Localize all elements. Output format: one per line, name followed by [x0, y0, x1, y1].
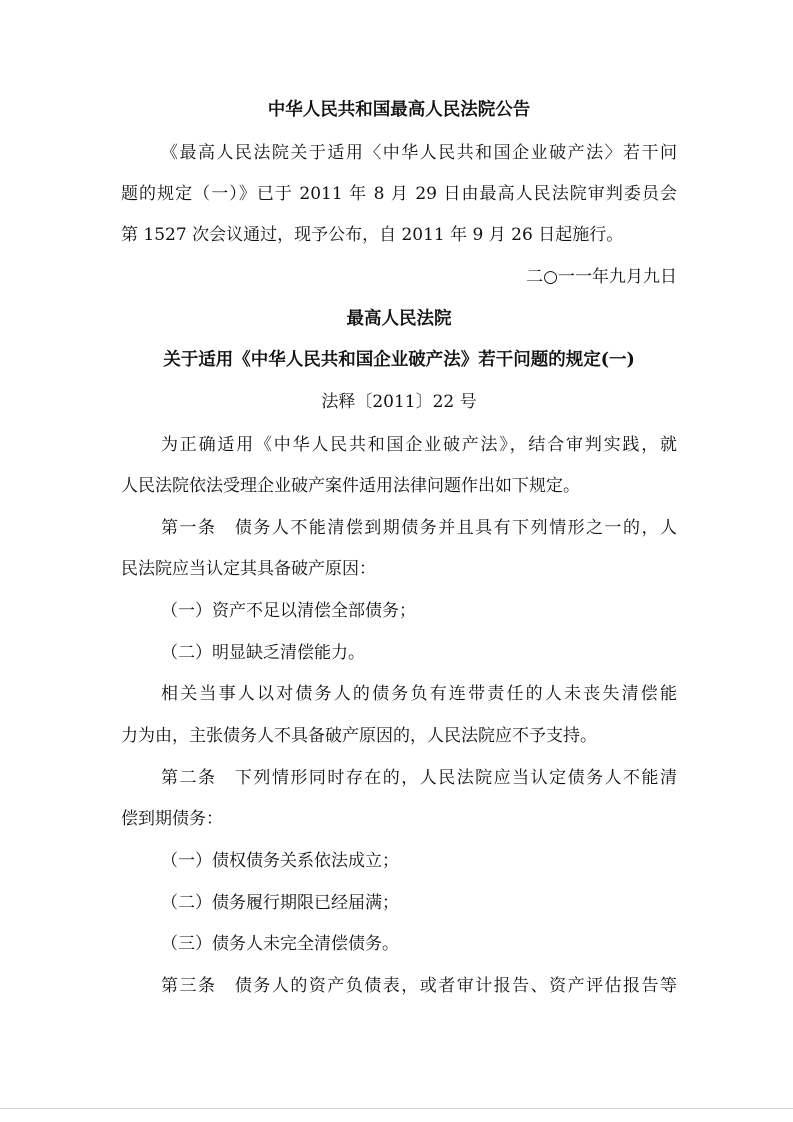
page-bottom-divider: [0, 1108, 793, 1109]
notice-date: 二○一一年九月九日: [526, 267, 677, 287]
article1-item-1: （一）资产不足以清偿全部债务；: [161, 601, 416, 621]
article1-para2-line-1: 相关当事人以对债务人的债务负有连带责任的人未丧失清偿能: [161, 684, 677, 704]
preamble-line-1: 为正确适用《中华人民共和国企业破产法》，结合审判实践，就: [161, 435, 677, 455]
notice-body-line-3: 第 1527 次会议通过，现予公布，自 2011 年 9 月 26 日起施行。: [121, 225, 624, 245]
article1-para2-line-2: 力为由，主张债务人不具备破产原因的，人民法院应不予支持。: [121, 726, 597, 746]
preamble-line-2: 人民法院依法受理企业破产案件适用法律问题作出如下规定。: [121, 476, 580, 496]
article2-item-3: （三）债务人未完全清偿债务。: [161, 934, 399, 954]
article2-line-1: 第二条 下列情形同时存在的，人民法院应当认定债务人不能清: [161, 768, 677, 788]
notice-title: 中华人民共和国最高人民法院公告: [267, 100, 531, 120]
notice-body-line-1: 《最高人民法院关于适用〈中华人民共和国企业破产法〉若干问: [161, 143, 677, 163]
article2-item-1: （一）债权债务关系依法成立；: [161, 851, 399, 871]
article1-line-1: 第一条 债务人不能清偿到期债务并且具有下列情形之一的，人: [161, 518, 677, 538]
article1-item-2: （二）明显缺乏清偿能力。: [161, 643, 365, 663]
regulation-title: 关于适用《中华人民共和国企业破产法》若干问题的规定(一): [163, 350, 635, 370]
article1-line-2: 民法院应当认定其具备破产原因：: [121, 559, 376, 579]
notice-body-line-2: 题的规定（一）》已于 2011 年 8 月 29 日由最高人民法院审判委员会: [121, 184, 677, 204]
article2-line-2: 偿到期债务：: [121, 809, 223, 829]
article2-item-2: （二）债务履行期限已经届满；: [161, 893, 399, 913]
doc-number: 法释〔2011〕22 号: [321, 392, 477, 412]
article3-line-1: 第三条 债务人的资产负债表，或者审计报告、资产评估报告等: [161, 976, 677, 996]
issuer-title: 最高人民法院: [346, 309, 452, 329]
